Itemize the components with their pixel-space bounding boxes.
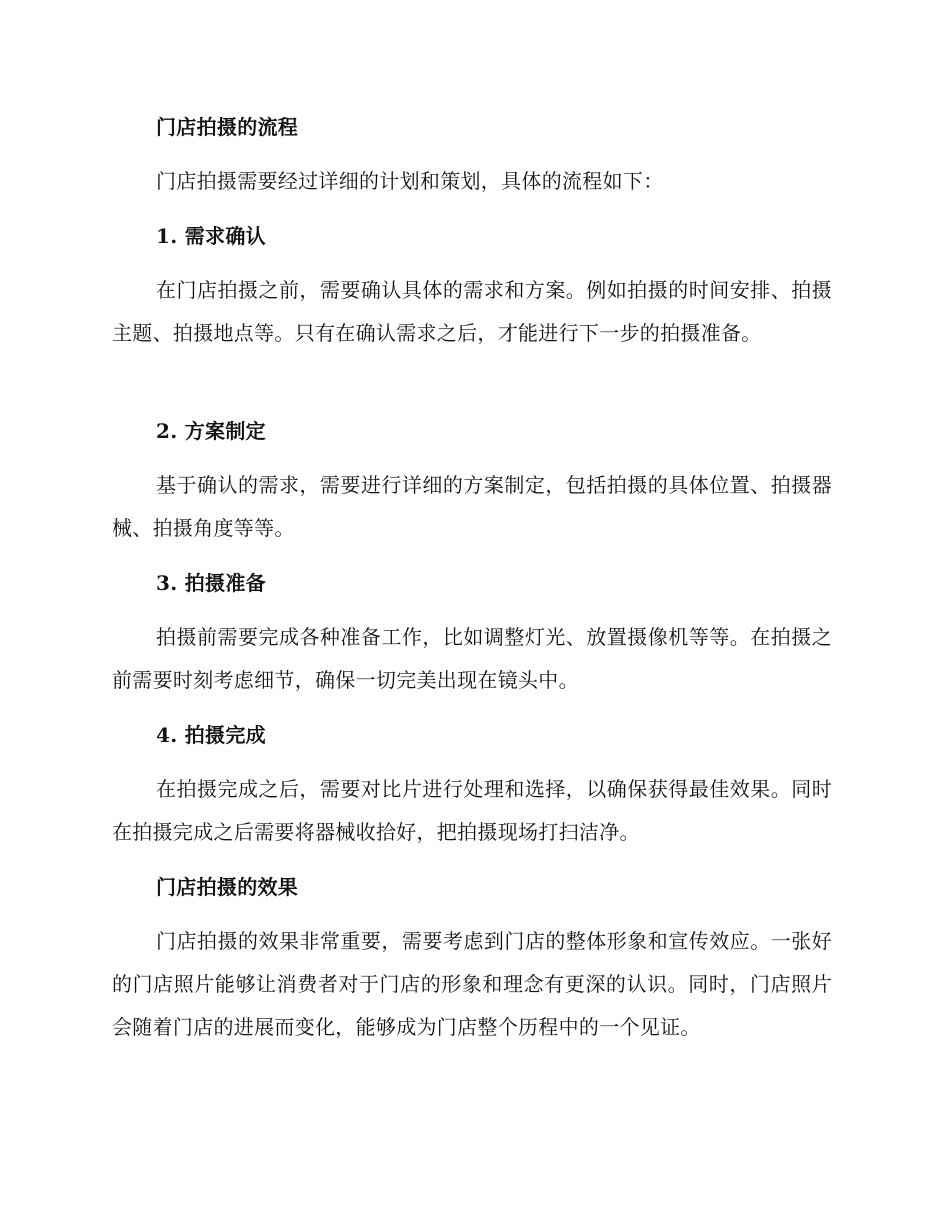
section-title-process: 门店拍摄的流程 [156,115,299,139]
step-heading-preparation: 3. 拍摄准备 [156,571,266,595]
step-paragraph-requirements: 在门店拍摄之前，需要确认具体的需求和方案。例如拍摄的时间安排、拍摄主题、拍摄地点等。只有在确认需求之后，才能进行下一步的拍摄准备。 [112,278,832,345]
step-heading-plan: 2. 方案制定 [156,419,266,443]
step-paragraph-preparation: 拍摄前需要完成各种准备工作，比如调整灯光、放置摄像机等等。在拍摄之前需要时刻考虑细节，确保一切完美出现在镜头中。 [112,625,832,692]
section-intro-paragraph: 门店拍摄需要经过详细的计划和策划，具体的流程如下： [156,169,664,193]
section-effect-paragraph: 门店拍摄的效果非常重要，需要考虑到门店的整体形象和宣传效应。一张好的门店照片能够让消费者对于门店的形象和理念有更深的认识。同时，门店照片会随着门店的进展而变化，能够成为门店整个历程中的一个见证。 [112,929,832,1039]
step-heading-requirements: 1. 需求确认 [156,224,266,248]
step-heading-completion: 4. 拍摄完成 [156,723,266,747]
section-title-effect: 门店拍摄的效果 [156,875,299,899]
step-paragraph-plan: 基于确认的需求，需要进行详细的方案制定，包括拍摄的具体位置、拍摄器械、拍摄角度等等。 [112,473,832,540]
step-paragraph-completion: 在拍摄完成之后，需要对比片进行处理和选择，以确保获得最佳效果。同时在拍摄完成之后需要将器械收拾好，把拍摄现场打扫洁净。 [112,777,832,844]
